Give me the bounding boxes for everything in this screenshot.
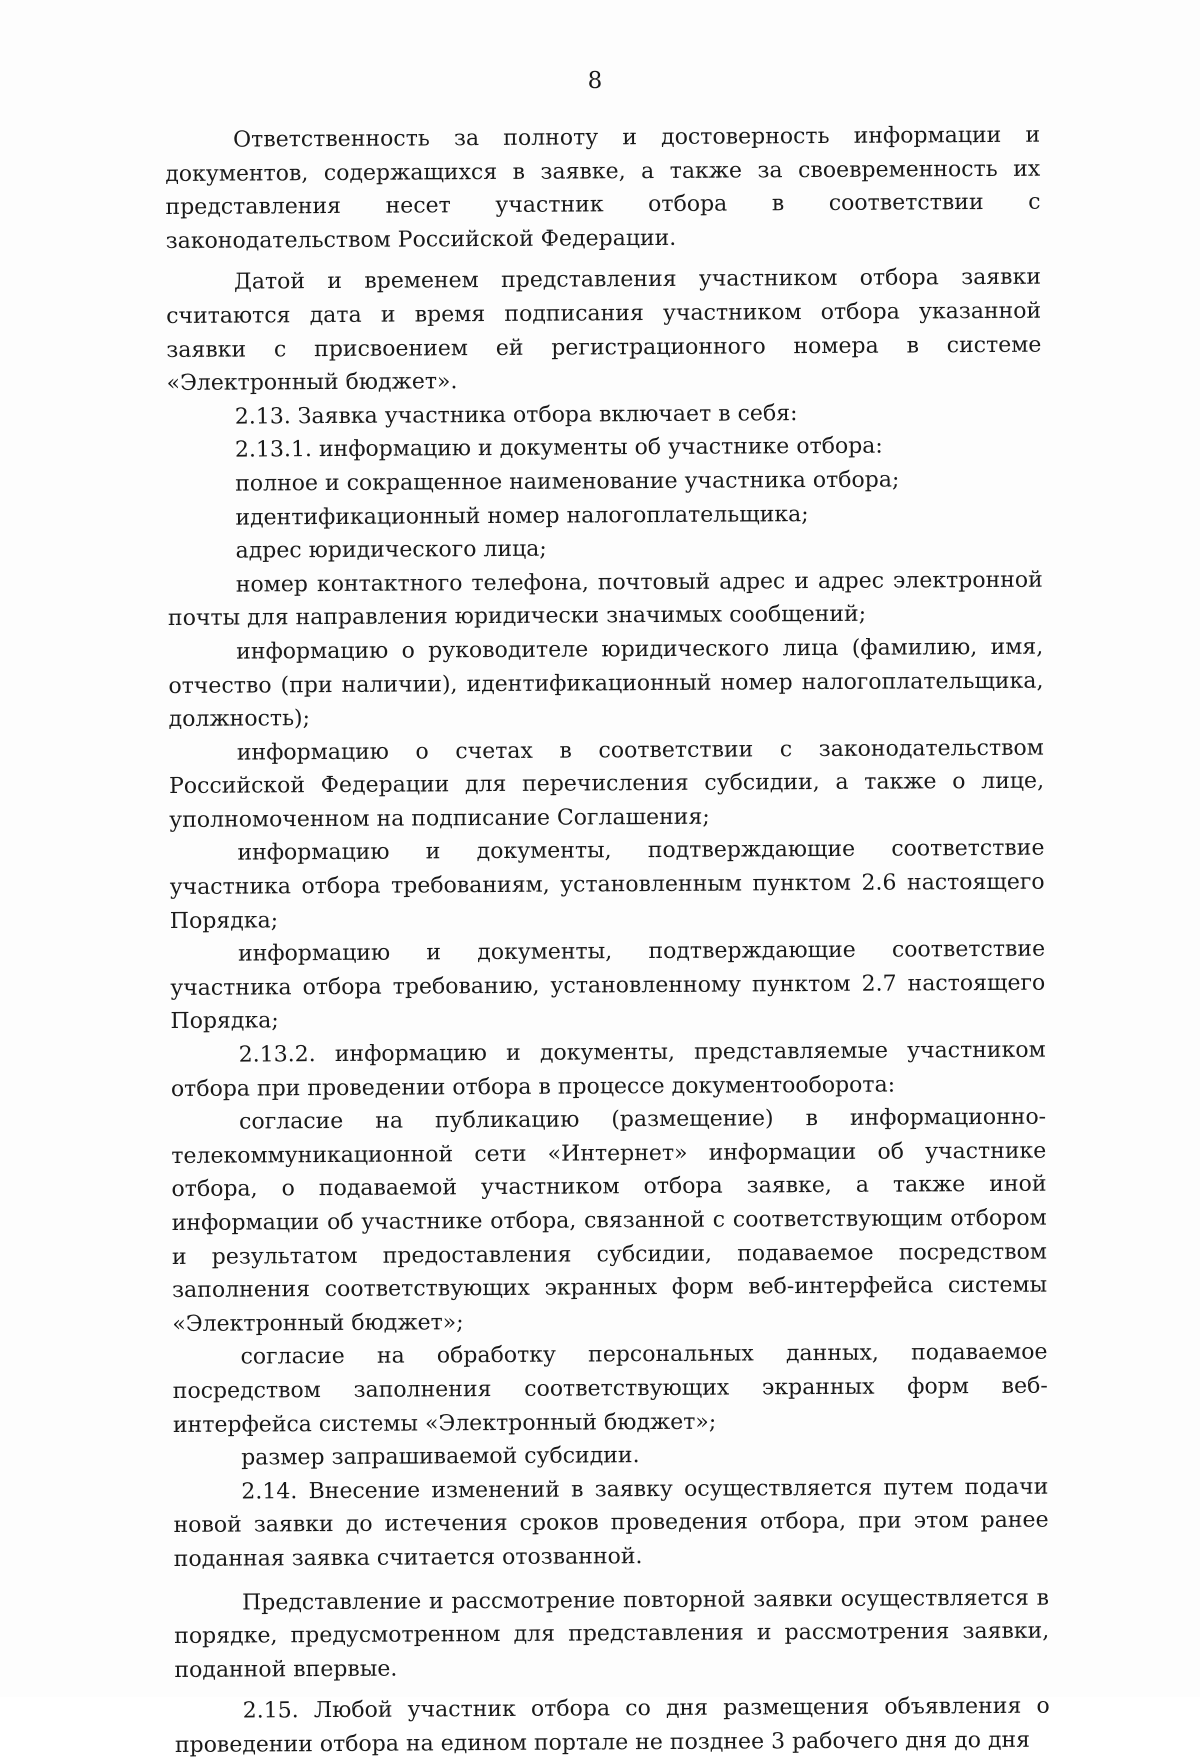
list-item-legal-address: адрес юридического лица; [235,536,547,564]
page-number: 8 [587,68,603,94]
paragraph-repeat-application: Представление и рассмотрение повторной заявки осуществляется в порядке, предусмотренном для представления и рассмотрения заявки, поданной впервые. [174,1585,1050,1683]
paragraph-2-13-1: 2.13.1. информацию и документы об участнике отбора: [234,433,883,463]
paragraph-2-15: 2.15. Любой участник отбора со дня размещения объявления о проведении отбора на едином портале не позднее 3 рабочего дня до дня [174,1693,1050,1758]
list-item-requirement-2-7: информацию и документы, подтверждающие соответствие участника отбора требованию, установленному пунктом 2.7 настоящего Порядка; [170,936,1046,1035]
paragraph-submission-date: Датой и временем представления участником отбора заявки считаются дата и время подписания участником отбора указанной заявки с присвоением ей регистрационного номера в системе «Электронный бюджет». [166,265,1042,397]
list-item-inn: идентификационный номер налогоплательщика; [235,501,809,531]
paragraph-2-14: 2.14. Внесение изменений в заявку осуществляется путем подачи новой заявки до истечения сроков проведения отбора, при этом ранее поданная заявка считается отозванной. [173,1474,1049,1572]
list-item-publication-consent: согласие на публикацию (размещение) в информационно-телекоммуникационной сети «Интернет» информации об участнике отбора, о подаваемой участником отбора заявке, а также иной информации об участнике отбора, связанной с соответствующим отбором и результатом предоставления субсидии, подаваемое посредством заполнения соответствующих экранных форм веб-интерфейса системы «Электронный бюджет»; [171,1104,1048,1337]
paragraph-responsibility: Ответственность за полноту и достоверность информации и документов, содержащихся в заявке, а также за своевременность их представления несет участник отбора в соответствии с законодательством Российской Федерации. [165,122,1041,254]
paragraph-2-13-2: 2.13.2. информацию и документы, представляемые участником отбора при проведении отбора в процессе документооборота: [170,1037,1046,1102]
list-item-full-name: полное и сокращенное наименование участника отбора; [235,467,900,497]
list-item-accounts: информацию о счетах в соответствии с законодательством Российской Федерации для перечисления субсидии, а также о лице, уполномоченном на подписание Соглашения; [168,735,1045,833]
list-item-requirements-2-6: информацию и документы, подтверждающие соответствие участника отбора требованиям, установленным пунктом 2.6 настоящего Порядка; [169,836,1045,934]
document-body [165,119,1050,1762]
list-item-contacts: номер контактного телефона, почтовый адрес и адрес электронной почты для направления юридически значимых сообщений; [167,567,1043,632]
paragraph-2-13: 2.13. Заявка участника отбора включает в себя: [234,400,798,430]
list-item-subsidy-amount: размер запрашиваемой субсидии. [241,1443,640,1471]
list-item-head-info: информацию о руководителе юридического лица (фамилию, имя, отчество (при наличии), идентификационный номер налогоплательщика, должность); [168,634,1044,733]
list-item-personal-data-consent: согласие на обработку персональных данных, подаваемое посредством заполнения соответствующих экранных форм веб-интерфейса системы «Электронный бюджет»; [172,1340,1048,1438]
